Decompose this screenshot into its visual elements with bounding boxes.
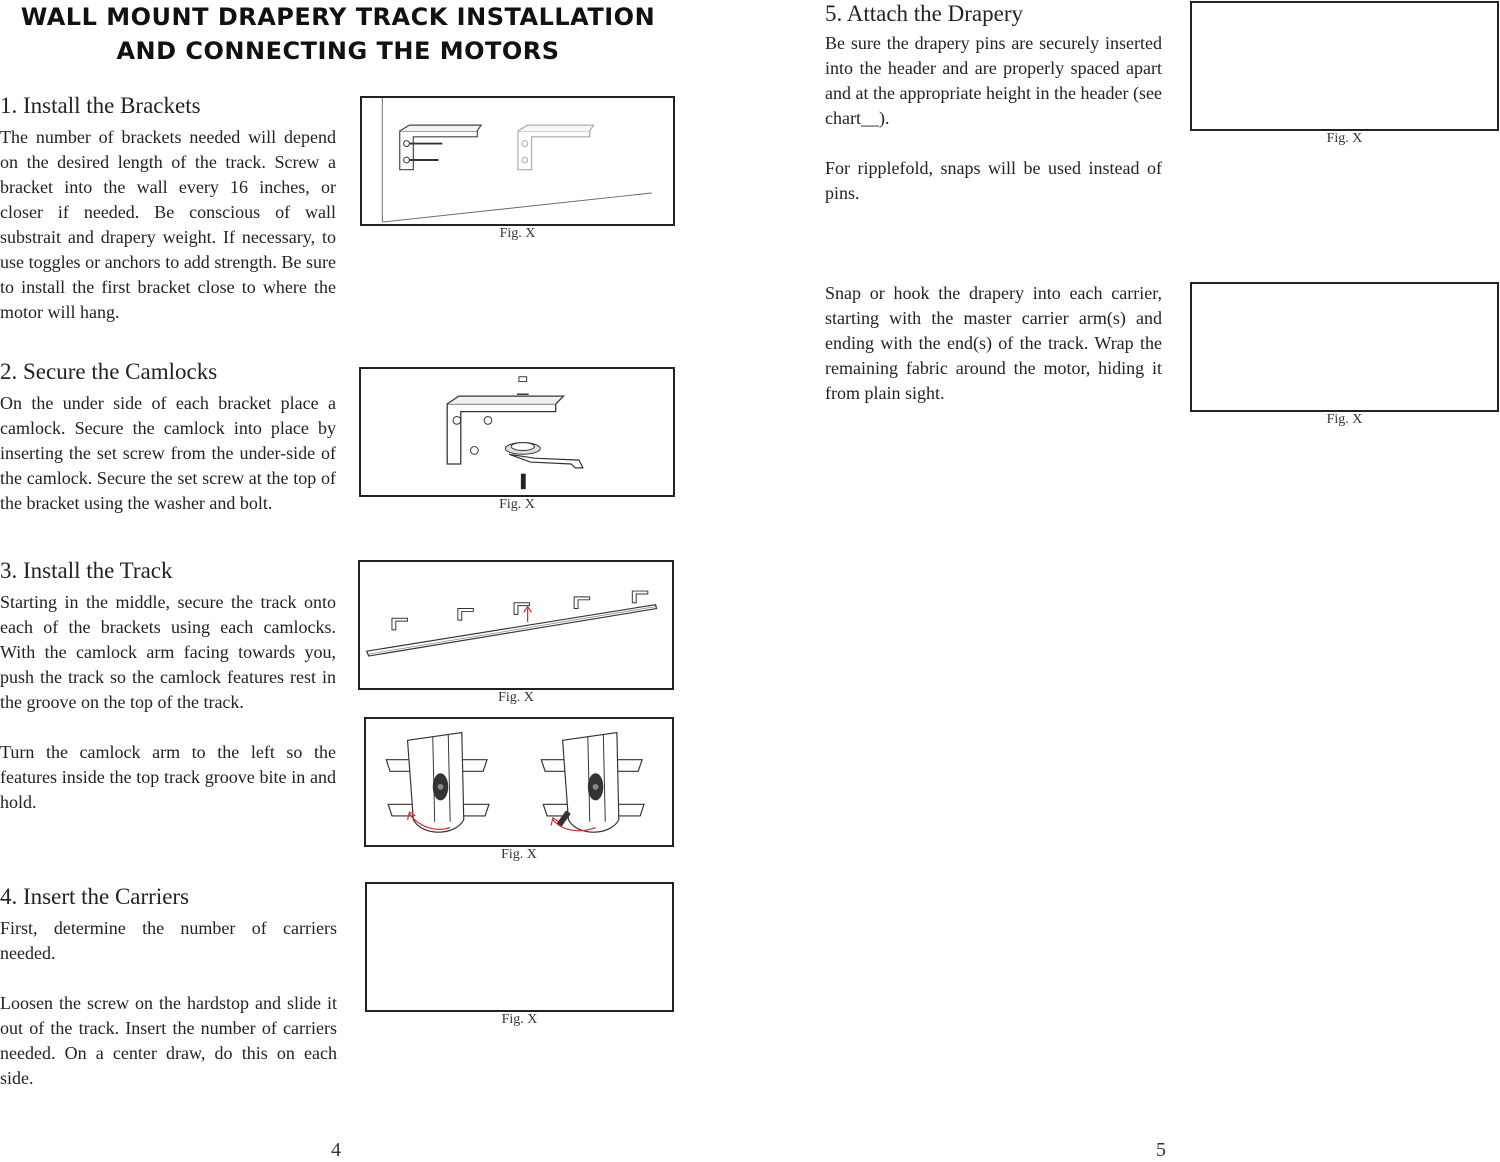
section-body-attach-drapery-snap bbox=[825, 281, 1162, 406]
camlock-illustration bbox=[361, 369, 673, 495]
camlock-turn-illustration bbox=[366, 719, 672, 845]
figure-drapery-hook-placeholder bbox=[1190, 282, 1499, 412]
track-illustration bbox=[360, 562, 672, 688]
paragraph: Turn the camlock arm to the left so the features inside the top track groove bite in and hold. bbox=[0, 742, 336, 812]
page-title-line-2: AND CONNECTING THE MOTORS bbox=[116, 37, 560, 65]
paragraph: The number of brackets needed will depend on the desired length of the track. Screw a bracket into the wall every 16 inches, or closer if needed. Be conscious of wall substrait and drapery weight. If necessary, to use toggles or anchors to add strength. Be sure to install the first bracket close to where the motor will hang. bbox=[0, 127, 336, 322]
page-title-line-1: WALL MOUNT DRAPERY TRACK INSTALLATION bbox=[20, 3, 656, 31]
figure-camlock-turn bbox=[364, 717, 674, 847]
figure-caption: Fig. X bbox=[499, 497, 535, 512]
figure-caption: Fig. X bbox=[501, 1012, 538, 1027]
page-title bbox=[0, 0, 676, 68]
figure-brackets bbox=[360, 96, 675, 226]
section-body-attach-drapery bbox=[825, 31, 1162, 206]
section-heading-install-brackets: 1. Install the Brackets bbox=[0, 93, 201, 118]
section-heading-install-track: 3. Install the Track bbox=[0, 558, 173, 583]
figure-caption: Fig. X bbox=[498, 690, 534, 705]
figure-camlock bbox=[359, 367, 675, 497]
figure-caption: Fig. X bbox=[499, 226, 536, 241]
section-body-secure-camlocks bbox=[0, 391, 336, 516]
section-heading-attach-drapery: 5. Attach the Drapery bbox=[825, 1, 1023, 26]
section-heading-secure-camlocks: 2. Secure the Camlocks bbox=[0, 359, 218, 384]
page-number-left: 4 bbox=[331, 1139, 341, 1161]
paragraph: Starting in the middle, secure the track onto each of the brackets using each camlocks. With the camlock arm facing towards you, push the track so the camlock features rest in the groove on the top of the track. bbox=[0, 592, 336, 712]
section-body-install-brackets bbox=[0, 125, 336, 325]
figure-caption: Fig. X bbox=[1326, 131, 1363, 146]
brackets-illustration bbox=[362, 98, 673, 224]
paragraph: Snap or hook the drapery into each carrier, starting with the master carrier arm(s) and ending with the end(s) of the track. Wrap the remaining fabric around the motor, hiding it from plain sight. bbox=[825, 283, 1162, 403]
section-body-install-track bbox=[0, 590, 336, 815]
figure-carriers-placeholder bbox=[365, 882, 674, 1012]
paragraph: On the under side of each bracket place a camlock. Secure the camlock into place by inserting the set screw from the under-side of the camlock. Secure the set screw at the top of the bracket using the washer and bolt. bbox=[0, 393, 336, 513]
paragraph: First, determine the number of carriers needed. bbox=[0, 918, 337, 963]
figure-track bbox=[358, 560, 674, 690]
section-body-insert-carriers bbox=[0, 916, 337, 1091]
paragraph: For ripplefold, snaps will be used instead of pins. bbox=[825, 158, 1162, 203]
paragraph: Be sure the drapery pins are securely inserted into the header and are properly spaced apart and at the appropriate height in the header (see chart__). bbox=[825, 33, 1162, 128]
figure-caption: Fig. X bbox=[501, 847, 537, 862]
page-number-right: 5 bbox=[1156, 1139, 1166, 1161]
paragraph: Loosen the screw on the hardstop and slide it out of the track. Insert the number of carriers needed. On a center draw, do this on each side. bbox=[0, 993, 337, 1088]
figure-caption: Fig. X bbox=[1326, 412, 1363, 427]
figure-drapery-pins-placeholder bbox=[1190, 1, 1499, 131]
section-heading-insert-carriers: 4. Insert the Carriers bbox=[0, 884, 190, 909]
